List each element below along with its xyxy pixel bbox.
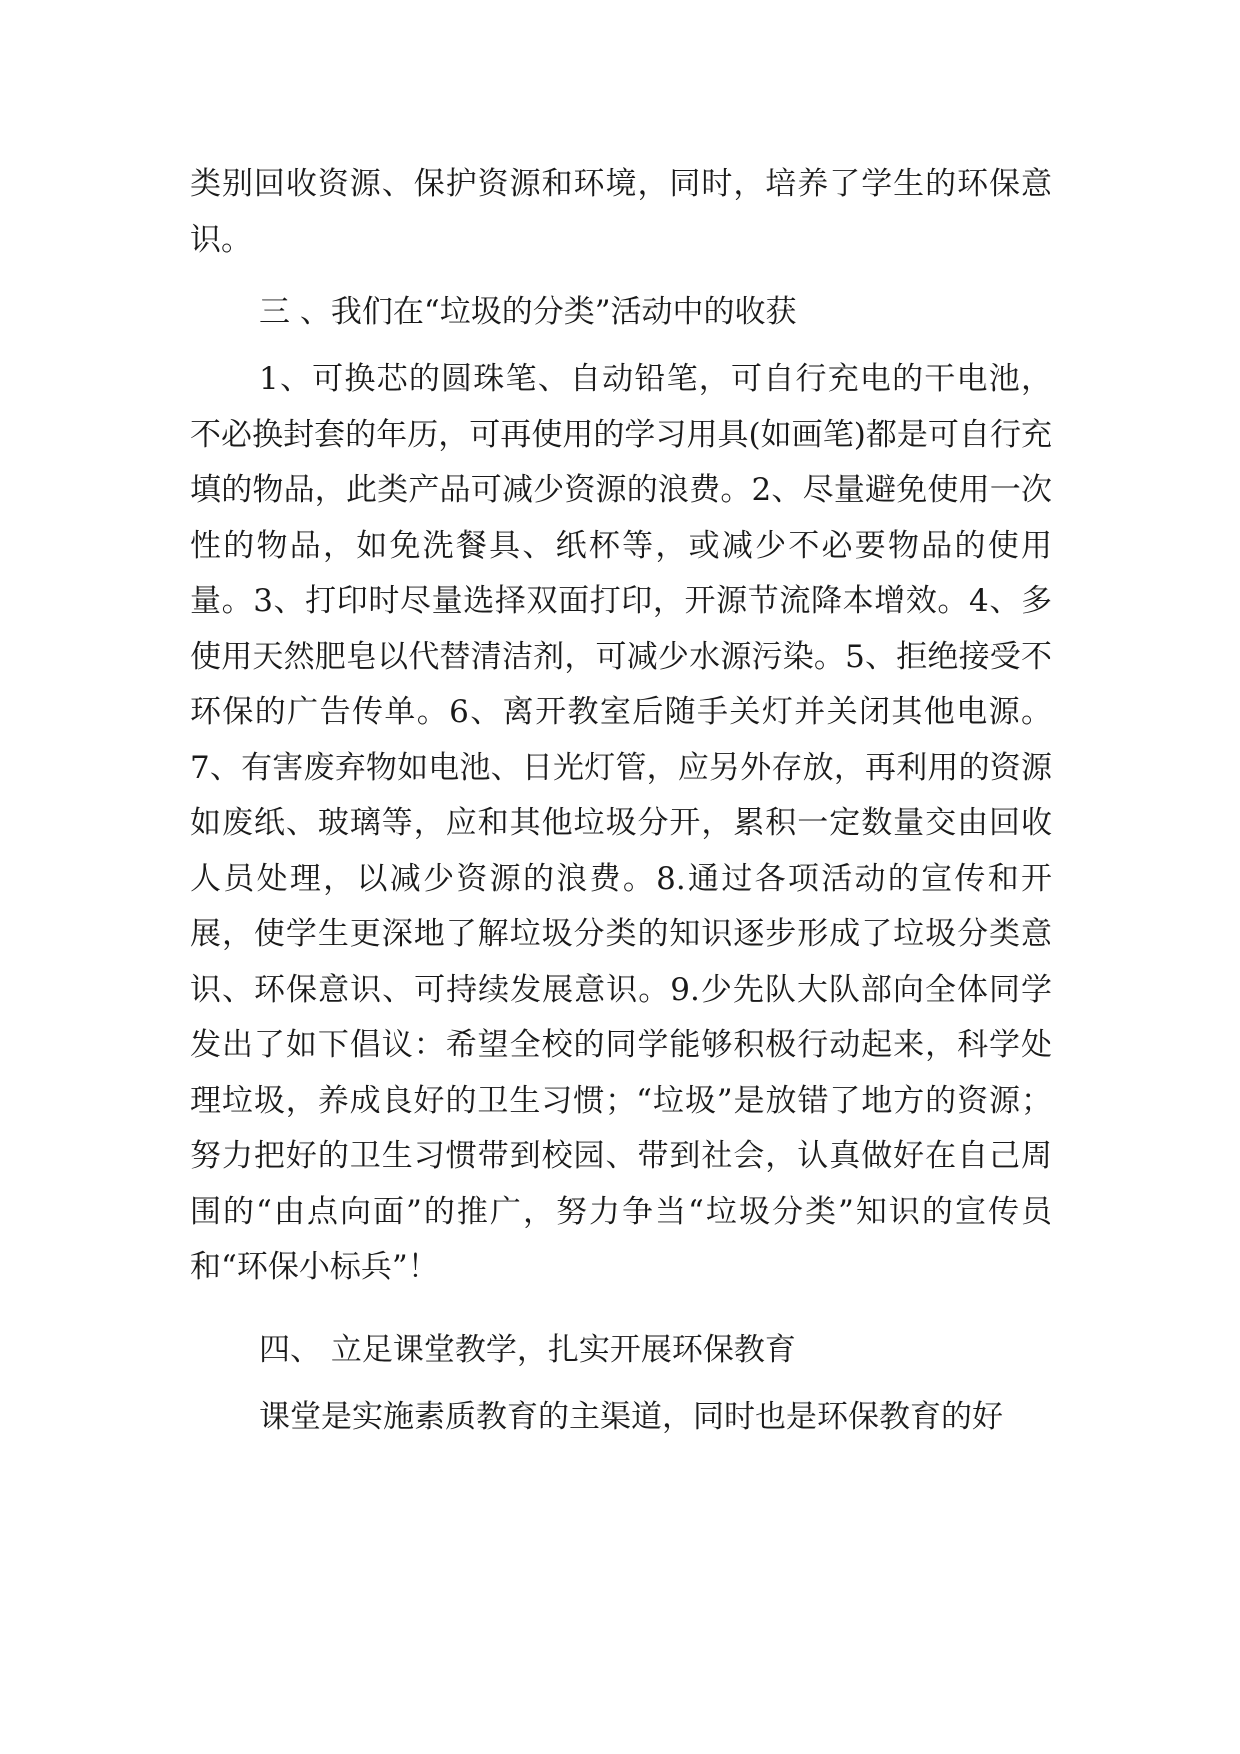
section-heading-4: 四、 立足课堂教学，扎实开展环保教育 <box>259 1332 796 1368</box>
paragraph-classroom: 课堂是实施素质教育的主渠道，同时也是环保教育的好 <box>259 1399 1003 1435</box>
paragraph-harvest: 1、可换芯的圆珠笔、自动铅笔，可自行充电的干电池，不必换封套的年历，可再使用的学习用具(如画笔)都是可自行充填的物品，此类产品可减少资源的浪费。2、尽量避免使用一次性的物品，如免洗餐具、纸杯等，或减少不必要物品的使用量。3、打印时尽量选择双面打印，开源节流降本增效。4、多使用天然肥皂以代替清洁剂，可减少水源污染。5、拒绝接受不环保的广告传单。6、离开教室后随手关灯并关闭其他电源。7、有害废弃物如电池、日光灯管，应另外存放，再利用的资源如废纸、玻璃等，应和其他垃圾分开，累积一定数量交由回收人员处理，以减少资源的浪费。8.通过各项活动的宣传和开展，使学生更深地了解垃圾分类的知识逐步形成了垃圾分类意识、环保意识、可持续发展意识。9.少先队大队部向全体同学发出了如下倡议：希望全校的同学能够积极行动起来，科学处理垃圾，养成良好的卫生习惯；“垃圾”是放错了地方的资源；努力把好的卫生习惯带到校园、带到社会，认真做好在自己周围的“由点向面”的推广，努力争当“垃圾分类”知识的宣传员和“环保小标兵”！ <box>190 361 1052 1285</box>
paragraph-continued: 类别回收资源、保护资源和环境，同时，培养了学生的环保意识。 <box>190 166 1052 258</box>
section-heading-3: 三 、我们在“垃圾的分类”活动中的收获 <box>259 294 797 330</box>
